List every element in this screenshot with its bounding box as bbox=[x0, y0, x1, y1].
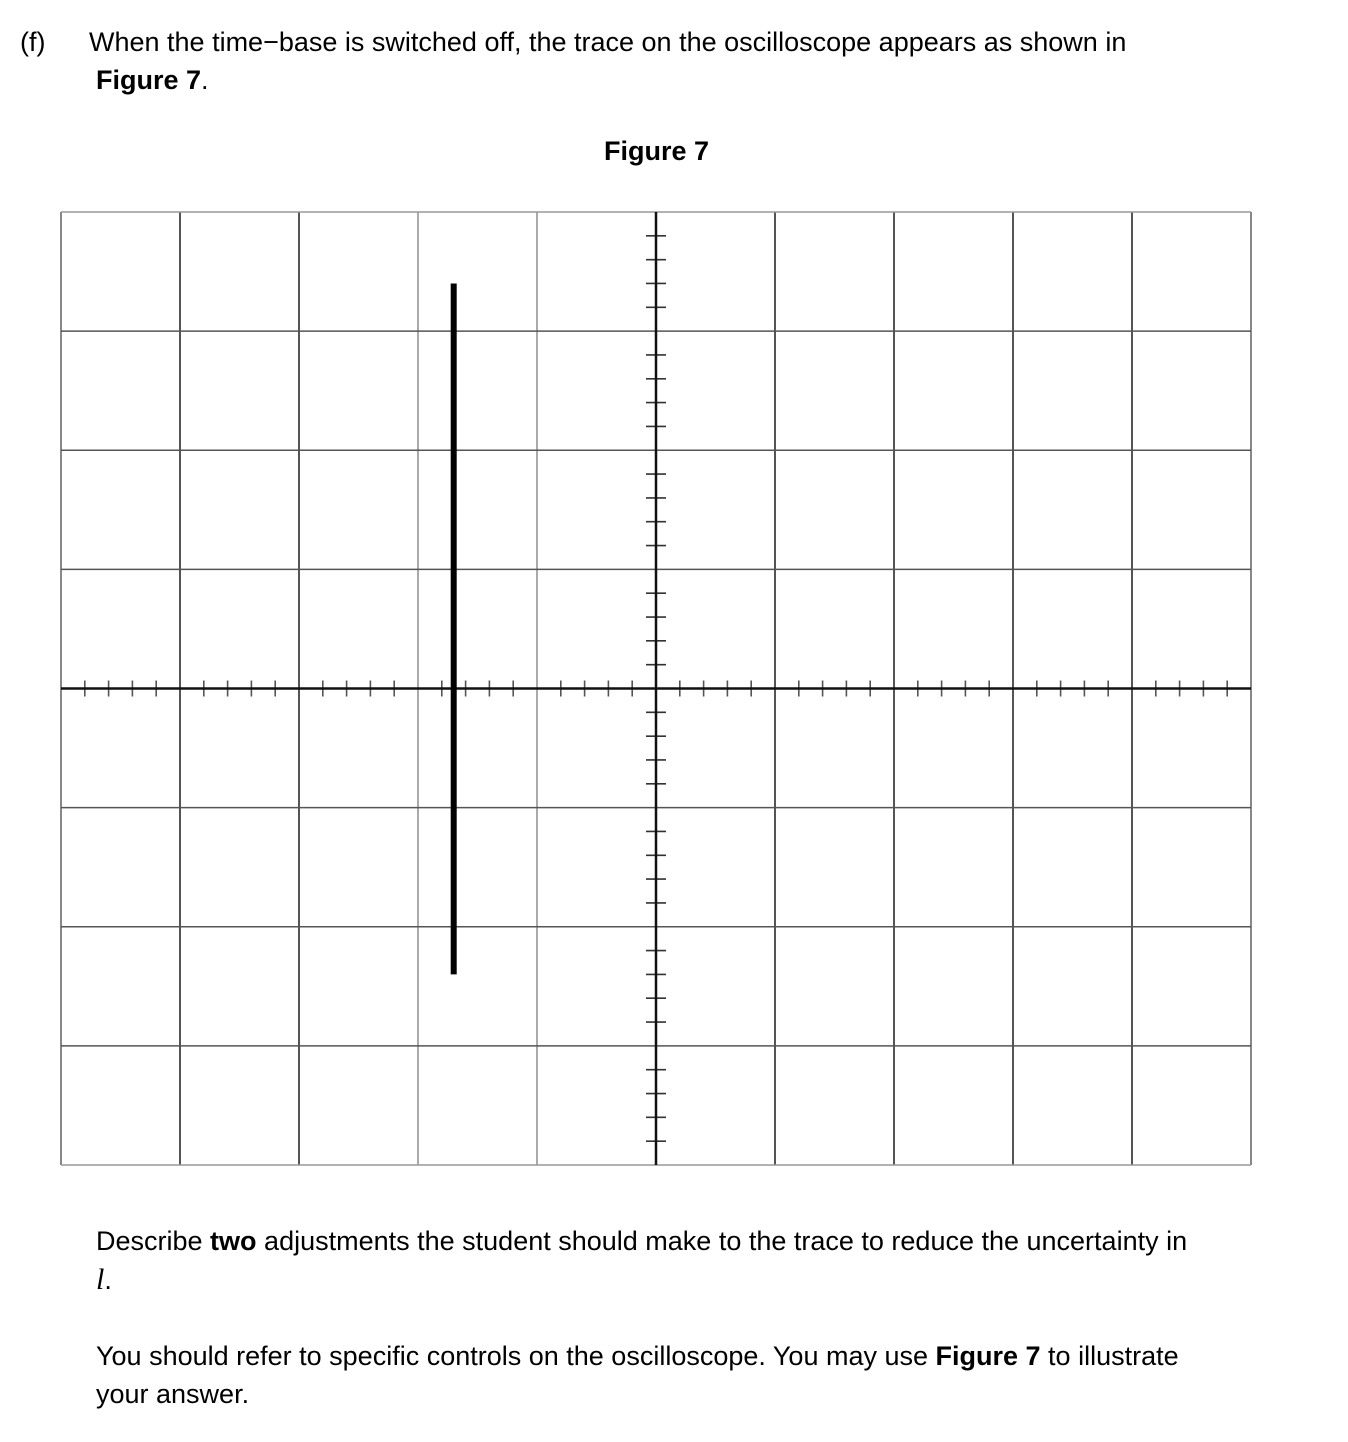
intro-period: . bbox=[201, 65, 209, 95]
part-label: (f) bbox=[20, 27, 46, 57]
prompt2-text: You should refer to specific controls on the oscilloscope. You may use bbox=[96, 1341, 936, 1371]
figure-title: Figure 7 bbox=[604, 136, 710, 166]
prompt2-bold: Figure 7 bbox=[935, 1341, 1041, 1371]
prompt1-bold: two bbox=[210, 1226, 257, 1256]
prompt1-text-cont: adjustments the student should make to the trace to reduce the uncertainty in bbox=[256, 1226, 1188, 1256]
prompt-variable-line bbox=[96, 1262, 112, 1298]
prompt-line3: your answer. bbox=[96, 1379, 250, 1409]
prompt2-text-cont: to illustrate bbox=[1040, 1341, 1179, 1371]
intro-text: When the time−base is switched off, the trace on the oscilloscope appears as shown in bbox=[89, 27, 1127, 57]
center-axes bbox=[61, 212, 1251, 1165]
prompt1-text: Describe bbox=[96, 1226, 211, 1256]
prompt1-period: . bbox=[104, 1265, 112, 1295]
prompt-line2 bbox=[96, 1338, 1179, 1374]
figure-reference: Figure 7 bbox=[96, 65, 202, 95]
prompt-line1 bbox=[96, 1223, 1187, 1259]
variable-l: l bbox=[96, 1263, 105, 1296]
